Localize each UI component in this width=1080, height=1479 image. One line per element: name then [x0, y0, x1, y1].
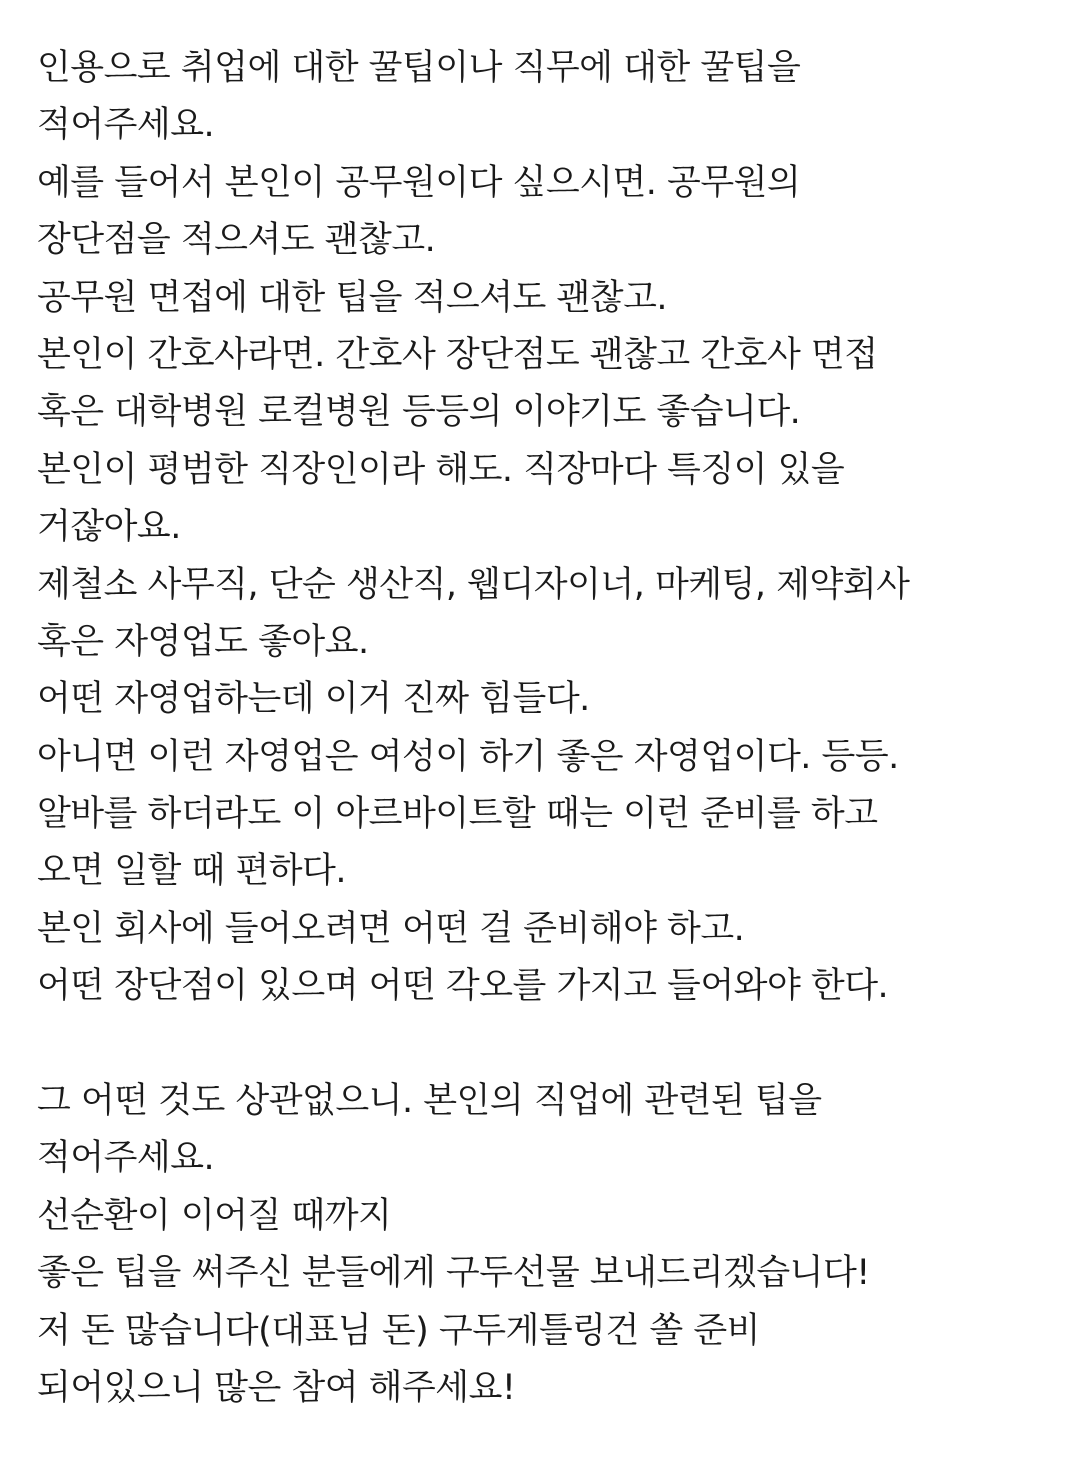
text-line: 혹은 자영업도 좋아요.: [37, 621, 369, 662]
text-line: 적어주세요.: [37, 105, 215, 146]
paragraph-2: [37, 1073, 1057, 1417]
text-line: 본인 회사에 들어오려면 어떤 걸 준비해야 하고.: [37, 908, 745, 949]
text-line: 거잖아요.: [37, 507, 181, 548]
text-line: 어떤 자영업하는데 이거 진짜 힘들다.: [37, 679, 590, 720]
text-line: 공무원 면접에 대한 팁을 적으셔도 괜찮고.: [37, 277, 668, 318]
text-line: 오면 일할 때 편하다.: [37, 851, 346, 892]
text-line: 장단점을 적으셔도 괜찮고.: [37, 220, 436, 261]
post-body: [37, 40, 1057, 1417]
paragraph-1: [37, 40, 1057, 1016]
text-line: 알바를 하더라도 이 아르바이트할 때는 이런 준비를 하고: [37, 794, 878, 835]
text-line: 혹은 대학병원 로컬병원 등등의 이야기도 좋습니다.: [37, 392, 801, 433]
text-line: 선순환이 이어질 때까지: [37, 1195, 392, 1236]
paragraph-gap: [37, 1016, 1057, 1073]
text-line: 아니면 이런 자영업은 여성이 하기 좋은 자영업이다. 등등.: [37, 736, 899, 777]
text-line: 본인이 평범한 직장인이라 해도. 직장마다 특징이 있을: [37, 449, 845, 490]
text-line: 적어주세요.: [37, 1138, 215, 1179]
text-line: 저 돈 많습니다(대표님 돈) 구두게틀링건 쏠 준비: [37, 1310, 760, 1351]
text-line: 예를 들어서 본인이 공무원이다 싶으시면. 공무원의: [37, 162, 801, 203]
text-line: 제철소 사무직, 단순 생산직, 웹디자이너, 마케팅, 제약회사: [37, 564, 910, 605]
text-line: 되어있으니 많은 참여 해주세요!: [37, 1367, 516, 1408]
text-line: 본인이 간호사라면. 간호사 장단점도 괜찮고 간호사 면접: [37, 334, 878, 375]
text-line: 좋은 팁을 써주신 분들에게 구두선물 보내드리겠습니다!: [37, 1253, 870, 1294]
text-line: 어떤 장단점이 있으며 어떤 각오를 가지고 들어와야 한다.: [37, 966, 889, 1007]
text-line: 인용으로 취업에 대한 꿀팁이나 직무에 대한 꿀팁을: [37, 48, 801, 88]
text-line: 그 어떤 것도 상관없으니. 본인의 직업에 관련된 팁을: [37, 1081, 822, 1122]
